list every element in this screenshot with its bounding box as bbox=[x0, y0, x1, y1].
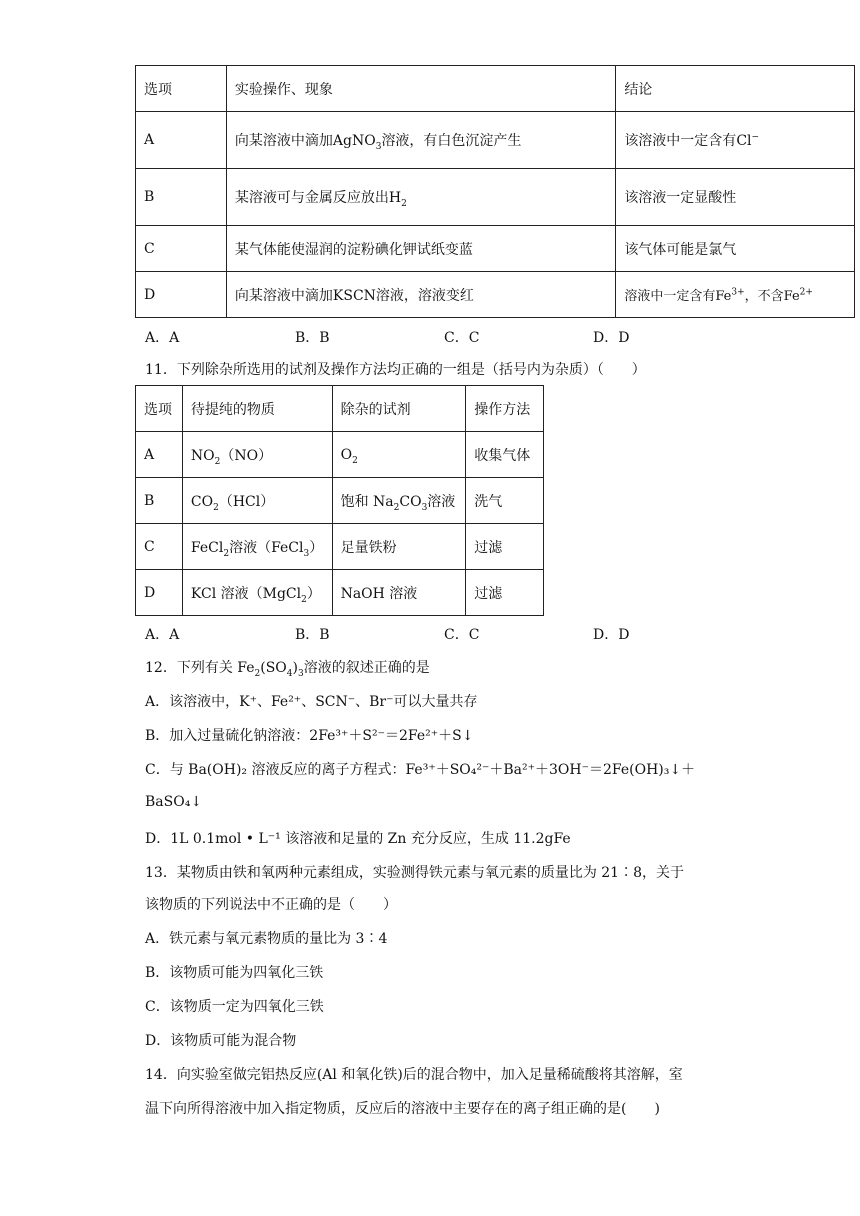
answer-options bbox=[145, 327, 765, 347]
formula: KSCN bbox=[332, 287, 376, 304]
table-row bbox=[136, 226, 855, 272]
table-row bbox=[136, 432, 544, 478]
table-row bbox=[136, 272, 855, 318]
question-13-option-a: A．铁元素与氧元素物质的量比为 3∶4 bbox=[145, 931, 388, 947]
subscript: 2 bbox=[254, 668, 261, 679]
header-option: 选项 bbox=[136, 66, 227, 112]
subscript: 2 bbox=[223, 548, 230, 559]
subscript: 3 bbox=[303, 548, 310, 559]
header-reagent: 除杂的试剂 bbox=[332, 386, 466, 432]
question-13-option-d: D．该物质可能为混合物 bbox=[145, 1033, 297, 1049]
question-13-option-c: C．该物质一定为四氧化三铁 bbox=[145, 999, 324, 1015]
table-row bbox=[136, 169, 855, 226]
text: (SO bbox=[260, 660, 287, 676]
answer-options bbox=[145, 624, 765, 644]
subscript: 2 bbox=[301, 594, 307, 605]
option-d: D．D bbox=[593, 627, 630, 643]
text: 饱和 Na bbox=[340, 493, 394, 510]
formula: CO bbox=[399, 493, 422, 510]
experiment-table bbox=[135, 65, 855, 318]
question-12-option-c-cont: BaSO₄↓ bbox=[145, 794, 203, 810]
text: 溶液（FeCl bbox=[229, 539, 304, 556]
header-option: 选项 bbox=[136, 386, 183, 432]
text: 溶液，溶液变红 bbox=[375, 287, 474, 304]
text: 向某溶液中滴加 bbox=[234, 133, 333, 149]
table-row bbox=[136, 570, 544, 616]
row-substance bbox=[182, 478, 332, 524]
text: 该溶液中一定含有 bbox=[624, 133, 737, 149]
header-substance: 待提纯的物质 bbox=[182, 386, 332, 432]
text: （HCl） bbox=[218, 493, 275, 510]
subscript: 2 bbox=[214, 456, 221, 467]
row-option: C bbox=[136, 524, 183, 570]
row-reagent: NaOH 溶液 bbox=[332, 570, 466, 616]
text: ，不含 bbox=[744, 289, 784, 304]
text: 12．下列有关 Fe bbox=[145, 660, 255, 676]
question-12-option-c: C．与 Ba(OH)₂ 溶液反应的离子方程式：Fe³⁺＋SO₄²⁻＋Ba²⁺＋3OH⁻＝2Fe(OH)₃↓＋ bbox=[145, 762, 696, 778]
formula: O bbox=[340, 446, 353, 463]
formula: CO bbox=[190, 493, 214, 510]
subscript: 2 bbox=[393, 502, 400, 513]
row-option: A bbox=[136, 112, 227, 169]
subscript: 2 bbox=[352, 455, 358, 466]
option-a: A．A bbox=[145, 627, 180, 643]
row-method: 过滤 bbox=[466, 570, 544, 616]
question-14-stem-cont: 温下向所得溶液中加入指定物质，反应后的溶液中主要存在的离子组正确的是( ) bbox=[145, 1101, 660, 1117]
table-row bbox=[136, 478, 544, 524]
header-operation: 实验操作、现象 bbox=[226, 66, 615, 112]
text: 某溶液可与金属反应放出 bbox=[234, 190, 389, 206]
row-option: A bbox=[136, 432, 183, 478]
row-substance bbox=[182, 432, 332, 478]
row-option: D bbox=[136, 272, 227, 318]
formula: AgNO bbox=[332, 133, 376, 149]
row-method: 洗气 bbox=[466, 478, 544, 524]
row-reagent bbox=[332, 478, 466, 524]
formula: Fe bbox=[715, 289, 732, 304]
superscript: 3+ bbox=[731, 287, 745, 298]
superscript: − bbox=[751, 132, 760, 143]
question-12-option-d: D．1L 0.1mol • L⁻¹ 该溶液和足量的 Zn 充分反应，生成 11.2gFe bbox=[145, 831, 571, 847]
row-option: C bbox=[136, 226, 227, 272]
row-operation bbox=[226, 112, 615, 169]
table-row bbox=[136, 524, 544, 570]
subscript: 3 bbox=[297, 668, 304, 679]
row-operation bbox=[226, 272, 615, 318]
option-d: D．D bbox=[593, 330, 630, 346]
option-c: C．C bbox=[444, 330, 480, 346]
row-reagent: 足量铁粉 bbox=[332, 524, 466, 570]
formula: NO bbox=[190, 447, 215, 464]
question-13-option-b: B．该物质可能为四氧化三铁 bbox=[145, 965, 324, 981]
subscript: 3 bbox=[421, 502, 428, 513]
text: 向某溶液中滴加 bbox=[234, 287, 333, 304]
header-method: 操作方法 bbox=[466, 386, 544, 432]
row-operation: 某气体能使湿润的淀粉碘化钾试纸变蓝 bbox=[226, 226, 615, 272]
formula: KCl 溶液（MgCl bbox=[190, 585, 302, 602]
row-operation bbox=[226, 169, 615, 226]
row-reagent bbox=[332, 432, 466, 478]
row-method: 收集气体 bbox=[466, 432, 544, 478]
subscript: 2 bbox=[213, 502, 219, 513]
option-b: B．B bbox=[295, 627, 330, 643]
subscript: 2 bbox=[401, 198, 407, 209]
header-conclusion: 结论 bbox=[616, 66, 855, 112]
text: ） bbox=[306, 585, 321, 602]
superscript: 2+ bbox=[799, 287, 813, 298]
question-13-stem-cont: 该物质的下列说法中不正确的是（ ） bbox=[145, 897, 397, 913]
question-12-stem bbox=[145, 657, 430, 677]
subscript: 4 bbox=[286, 668, 293, 679]
row-conclusion bbox=[616, 272, 855, 318]
table-header-row bbox=[136, 66, 855, 112]
formula: H bbox=[388, 190, 402, 206]
row-substance bbox=[182, 570, 332, 616]
option-b: B．B bbox=[295, 330, 330, 346]
question-14-stem: 14．向实验室做完铝热反应(Al 和氧化铁)后的混合物中，加入足量稀硫酸将其溶解，室 bbox=[145, 1067, 683, 1083]
row-conclusion: 该溶液一定显酸性 bbox=[616, 169, 855, 226]
formula: Fe bbox=[783, 289, 800, 304]
question-12-option-a: A．该溶液中，K⁺、Fe²⁺、SCN⁻、Br⁻可以大量共存 bbox=[145, 694, 478, 710]
row-option: B bbox=[136, 478, 183, 524]
row-conclusion: 该气体可能是氯气 bbox=[616, 226, 855, 272]
text: 溶液中一定含有 bbox=[624, 289, 716, 304]
text: 溶液 bbox=[427, 493, 456, 510]
row-option: B bbox=[136, 169, 227, 226]
purification-table bbox=[135, 385, 544, 616]
row-conclusion bbox=[616, 112, 855, 169]
row-method: 过滤 bbox=[466, 524, 544, 570]
row-substance bbox=[182, 524, 332, 570]
text: ） bbox=[309, 539, 324, 556]
text: （NO） bbox=[220, 447, 273, 464]
question-11-stem: 11．下列除杂所选用的试剂及操作方法均正确的一组是（括号内为杂质）（ ） bbox=[145, 362, 646, 378]
subscript: 3 bbox=[375, 141, 382, 152]
option-c: C．C bbox=[444, 627, 480, 643]
question-12-option-b: B．加入过量硫化钠溶液：2Fe³⁺＋S²⁻＝2Fe²⁺＋S↓ bbox=[145, 728, 474, 744]
text: 溶液，有白色沉淀产生 bbox=[381, 133, 522, 149]
table-row bbox=[136, 112, 855, 169]
text: ) bbox=[292, 660, 298, 676]
table-header-row bbox=[136, 386, 544, 432]
row-option: D bbox=[136, 570, 183, 616]
formula: FeCl bbox=[190, 539, 224, 556]
option-a: A．A bbox=[145, 330, 180, 346]
question-13-stem: 13．某物质由铁和氧两种元素组成，实验测得铁元素与氧元素的质量比为 21∶8，关于 bbox=[145, 865, 684, 881]
formula: Cl bbox=[736, 133, 752, 149]
text: 溶液的叙述正确的是 bbox=[303, 660, 430, 676]
